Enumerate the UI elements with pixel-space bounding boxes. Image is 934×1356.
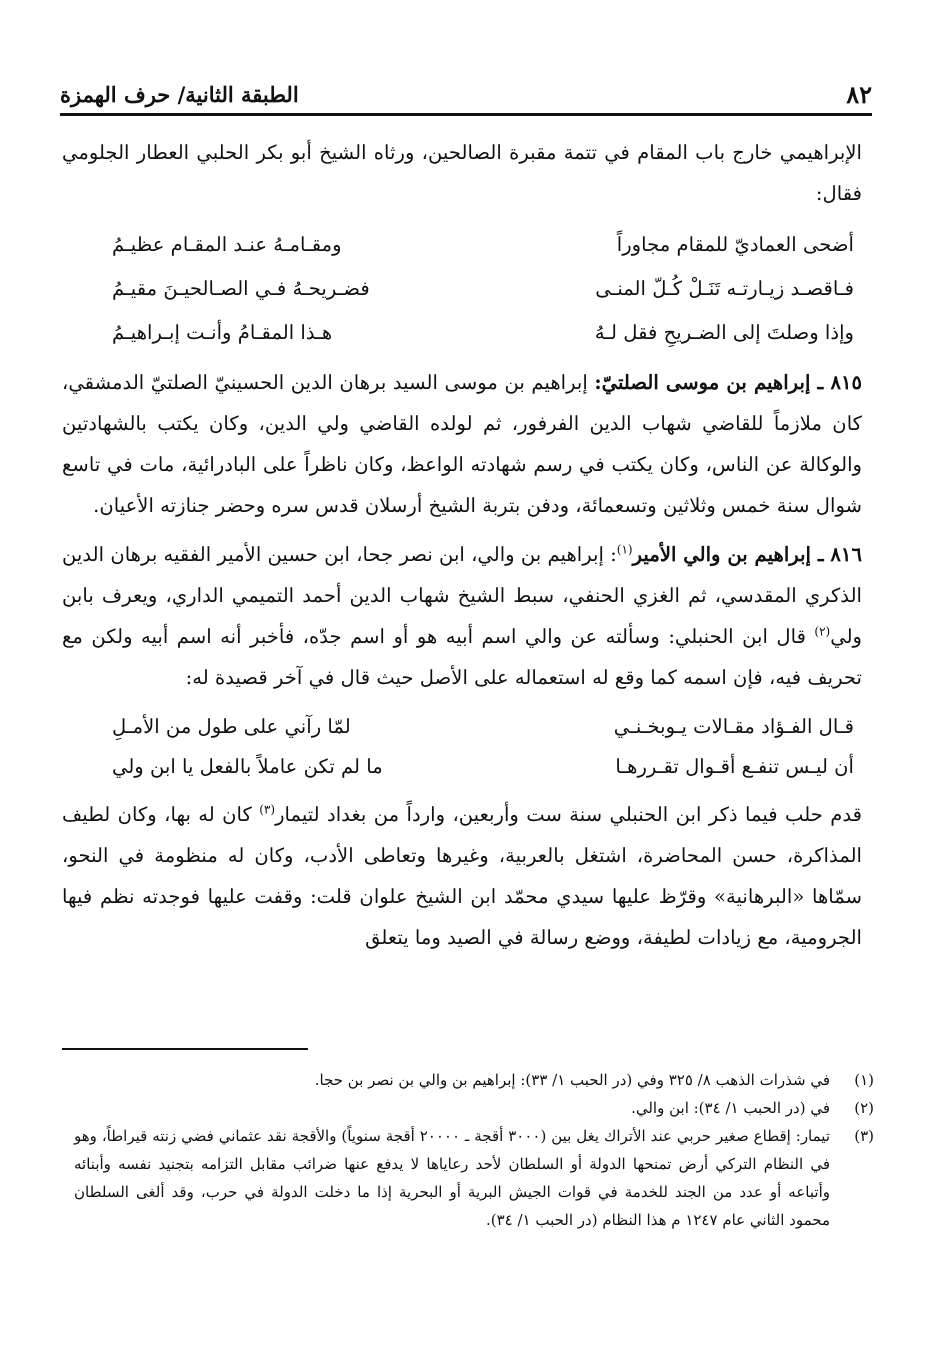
poem-ibn-wali <box>62 706 862 786</box>
footnotes <box>74 1066 874 1234</box>
footnote-2 <box>74 1094 874 1122</box>
verse-second-hemistich: هـذا المقـامُ وأنـت إبـراهيـمُ <box>112 320 333 344</box>
verse-first-hemistich: وإذا وصلتَ إلى الضـريحِ فقل لـهُ <box>594 320 854 344</box>
page-header <box>60 76 872 112</box>
verse-second-hemistich: لمّا رآني على طول من الأمـلِ <box>112 714 351 738</box>
footnote-text: في شذرات الذهب ٨/ ٣٢٥ وفي (در الحبب ١/ ٣٣): إبراهيم بن والي بن نصر بن حجا. <box>314 1071 830 1089</box>
footnote-number: (٢) <box>854 1099 874 1117</box>
verse-second-hemistich: فضـريحـهُ فـي الصـالحيـنَ مقيـمُ <box>112 276 370 300</box>
verse-first-hemistich: أضحى العماديّ للمقام مجاوراً <box>616 232 854 256</box>
entry-815 <box>62 362 862 526</box>
poem-elegy <box>62 222 862 354</box>
paragraph-intro: الإبراهيمي خارج باب المقام في تتمة مقبرة الصالحين، ورثاه الشيخ أبو بكر الحلبي العطار الجلومي فقال: <box>62 141 862 205</box>
footnote-ref-1[interactable]: (١) <box>616 542 633 557</box>
verse-line <box>62 310 862 354</box>
entry-816-title: ٨١٦ ـ إبراهيم بن والي الأمير <box>632 543 862 566</box>
entry-815-text: إبراهيم بن موسى السيد برهان الدين الحسينيّ الصلتيّ الدمشقي، كان ملازماً للقاضي شهاب الدين الفرفور، ثم لولده القاضي ولي الدين، وكان يكتب بالشهادتين والوكالة عن الناس، وكان يكتب في رسم شهادته الواعظ، وكان ناظراً على البادرائية، مات في تاسع شوال سنة خمس وثلاثين وتسعمائة، ودفن بتربة الشيخ أرسلان قدس سره وحضر جنازته الأعيان. <box>62 371 862 517</box>
running-title: الطبقة الثانية/ حرف الهمزة <box>60 82 299 107</box>
verse-second-hemistich: ما لم تكن عاملاً بالفعل يا ابن ولي <box>112 754 383 778</box>
continuation-text-1: قدم حلب فيما ذكر ابن الحنبلي سنة ست وأربعين، وارداً من بغداد لتيمار <box>275 803 862 826</box>
entry-816-text-2: قال ابن الحنبلي: وسألته عن والي اسم أبيه هو أو اسم جدّه، فأخبر أنه اسم أبيه ولكن مع تحريف فيه، فإن اسمه كما وقع له استعماله على الأصل حيث قال في آخر قصيدة له: <box>62 625 862 689</box>
footnote-text: تيمار: إقطاع صغير حربي عند الأتراك يغل بين (٣٠٠٠ أقجة ـ ٢٠٠٠٠ أقجة سنوياً) والأقجة نقد عثماني فضي زنته قيراطاً، وهو في النظام التركي أرض تمنحها الدولة أو السلطان لأحد رعاياها لا يدفع عنها ضرائب مقابل التزامه بتجنيد نفسه وأبنائه وأتباعه أو عدد من الجند للخدمة في قوات الجيش البرية أو البحرية إذا ما دخلت الدولة في حرب، وقد ألغى السلطان محمود الثاني عام ١٢٤٧ م هذا النظام (در الحبب ١/ ٣٤). <box>74 1127 831 1229</box>
verse-line <box>62 706 862 746</box>
paragraph-continuation <box>62 794 862 958</box>
entry-815-title: ٨١٥ ـ إبراهيم بن موسى الصلتيّ: <box>594 371 863 394</box>
entry-816 <box>62 534 862 698</box>
footnote-1 <box>74 1066 874 1094</box>
footnote-3 <box>74 1122 874 1234</box>
page-body <box>62 132 862 958</box>
verse-line <box>62 746 862 786</box>
verse-first-hemistich: أن ليـس تنفـع أقـوال تقـررهـا <box>615 754 854 778</box>
verse-first-hemistich: فـاقصـد زيـارتـه تَنَـلْ كُـلّ المنـى <box>595 276 854 300</box>
verse-first-hemistich: قـال الفـؤاد مقـالات يـوبخـنـي <box>613 714 854 738</box>
verse-line <box>62 222 862 266</box>
page-number: ٨٢ <box>846 80 872 109</box>
footnote-text: في (در الحبب ١/ ٣٤): ابن والي. <box>631 1099 830 1117</box>
footnote-ref-2[interactable]: (٢) <box>814 624 831 639</box>
entry-816-text-1: : إبراهيم بن والي، ابن نصر جحا، ابن حسين الأمير الفقيه برهان الدين الذكري المقدسي، ثم الغزي الحنفي، سبط الشيخ شهاب الدين أحمد التميمي الداري، ويعرف بابن ولي <box>62 543 862 648</box>
footnote-number: (١) <box>854 1071 874 1089</box>
footnote-ref-3[interactable]: (٣) <box>259 802 276 817</box>
header-divider <box>60 113 872 116</box>
verse-second-hemistich: ومقـامـهُ عنـد المقـام عظيـمُ <box>112 232 342 256</box>
continuation-text-2: كان له بها، وكان لطيف المذاكرة، حسن المحاضرة، اشتغل بالعربية، وغيرها وتعاطى الأدب، وكان له منظومة في النحو، سمّاها «البرهانية» وقرّظ عليها سيدي محمّد ابن الشيخ علوان قلت: وقفت عليها فوجدته نظم فيها الجرومية، مع زيادات لطيفة، ووضع رسالة في الصيد وما يتعلق <box>62 803 862 949</box>
footnote-number: (٣) <box>854 1127 874 1145</box>
verse-line <box>62 266 862 310</box>
footnote-divider <box>62 1048 308 1050</box>
